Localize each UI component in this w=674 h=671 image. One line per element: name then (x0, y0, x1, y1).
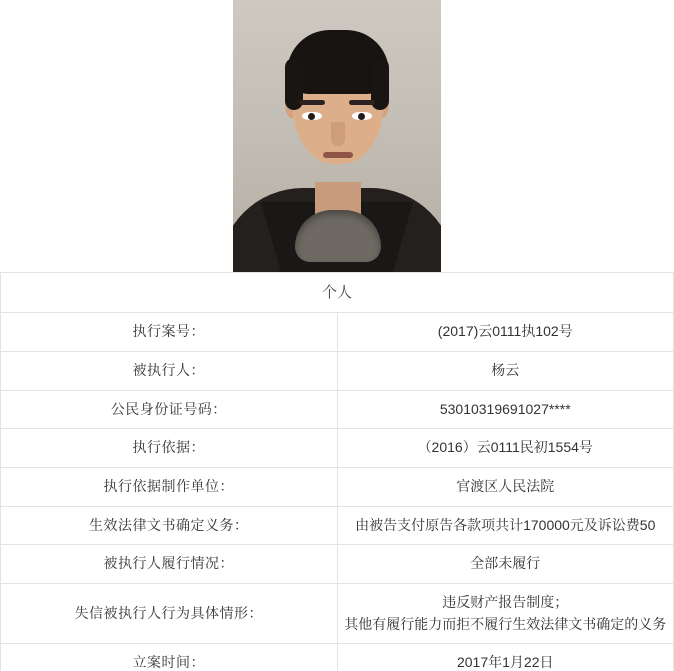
value-line: 53010319691027**** (439, 400, 571, 417)
nose-shape (331, 122, 345, 146)
table-title-row (1, 273, 674, 313)
row-label-performance-status: 被执行人履行情况： (1, 545, 338, 584)
table-row (1, 506, 674, 545)
debtor-info-table (0, 272, 674, 671)
row-value-issuing-court (337, 468, 674, 507)
table-row (1, 351, 674, 390)
eyebrow-right-shape (349, 100, 375, 105)
row-label-misconduct-details: 失信被执行人行为具体情形： (1, 584, 338, 644)
value-line: 杨云 (491, 361, 520, 378)
eye-right-shape (352, 112, 372, 120)
row-value-filing-date (337, 644, 674, 671)
portrait-photo (233, 0, 441, 272)
value-line: （2016）云0111民初1554号 (417, 439, 593, 456)
row-label-issuing-court: 执行依据制作单位： (1, 468, 338, 507)
row-label-filing-date: 立案时间： (1, 644, 338, 671)
row-value-misconduct-details (337, 584, 674, 644)
table-body (1, 273, 674, 671)
table-row (1, 584, 674, 644)
value-line: 官渡区人民法院 (456, 478, 555, 494)
row-value-obligation (337, 506, 674, 545)
row-label-legal-basis: 执行依据： (1, 429, 338, 468)
photo-area (0, 0, 674, 272)
row-label-obligation: 生效法律文书确定义务： (1, 506, 338, 545)
eyebrow-left-shape (299, 100, 325, 105)
row-label-case-number: 执行案号： (1, 313, 338, 352)
row-value-debtor-name (337, 351, 674, 390)
value-line: 2017年1月22日 (456, 654, 554, 671)
value-line: 其他有履行能力而拒不履行生效法律文书确定的义务 (344, 615, 667, 632)
table-row (1, 313, 674, 352)
row-value-performance-status (337, 545, 674, 584)
table-row (1, 390, 674, 429)
table-row (1, 644, 674, 671)
eye-left-shape (302, 112, 322, 120)
row-value-case-number (337, 313, 674, 352)
table-title: 个人 (1, 273, 674, 313)
table-row (1, 468, 674, 507)
table-row (1, 429, 674, 468)
mouth-shape (323, 152, 353, 158)
value-line: (2017)云0111执102号 (437, 323, 573, 340)
value-line: 全部未履行 (470, 555, 541, 572)
value-line: 违反财产报告制度； (442, 594, 569, 611)
row-label-debtor-name: 被执行人： (1, 351, 338, 390)
row-value-legal-basis (337, 429, 674, 468)
table-row (1, 545, 674, 584)
row-label-id-number: 公民身份证号码： (1, 390, 338, 429)
row-value-id-number (337, 390, 674, 429)
value-line: 由被告支付原告各款项共计170000元及诉讼费50 (355, 516, 656, 533)
